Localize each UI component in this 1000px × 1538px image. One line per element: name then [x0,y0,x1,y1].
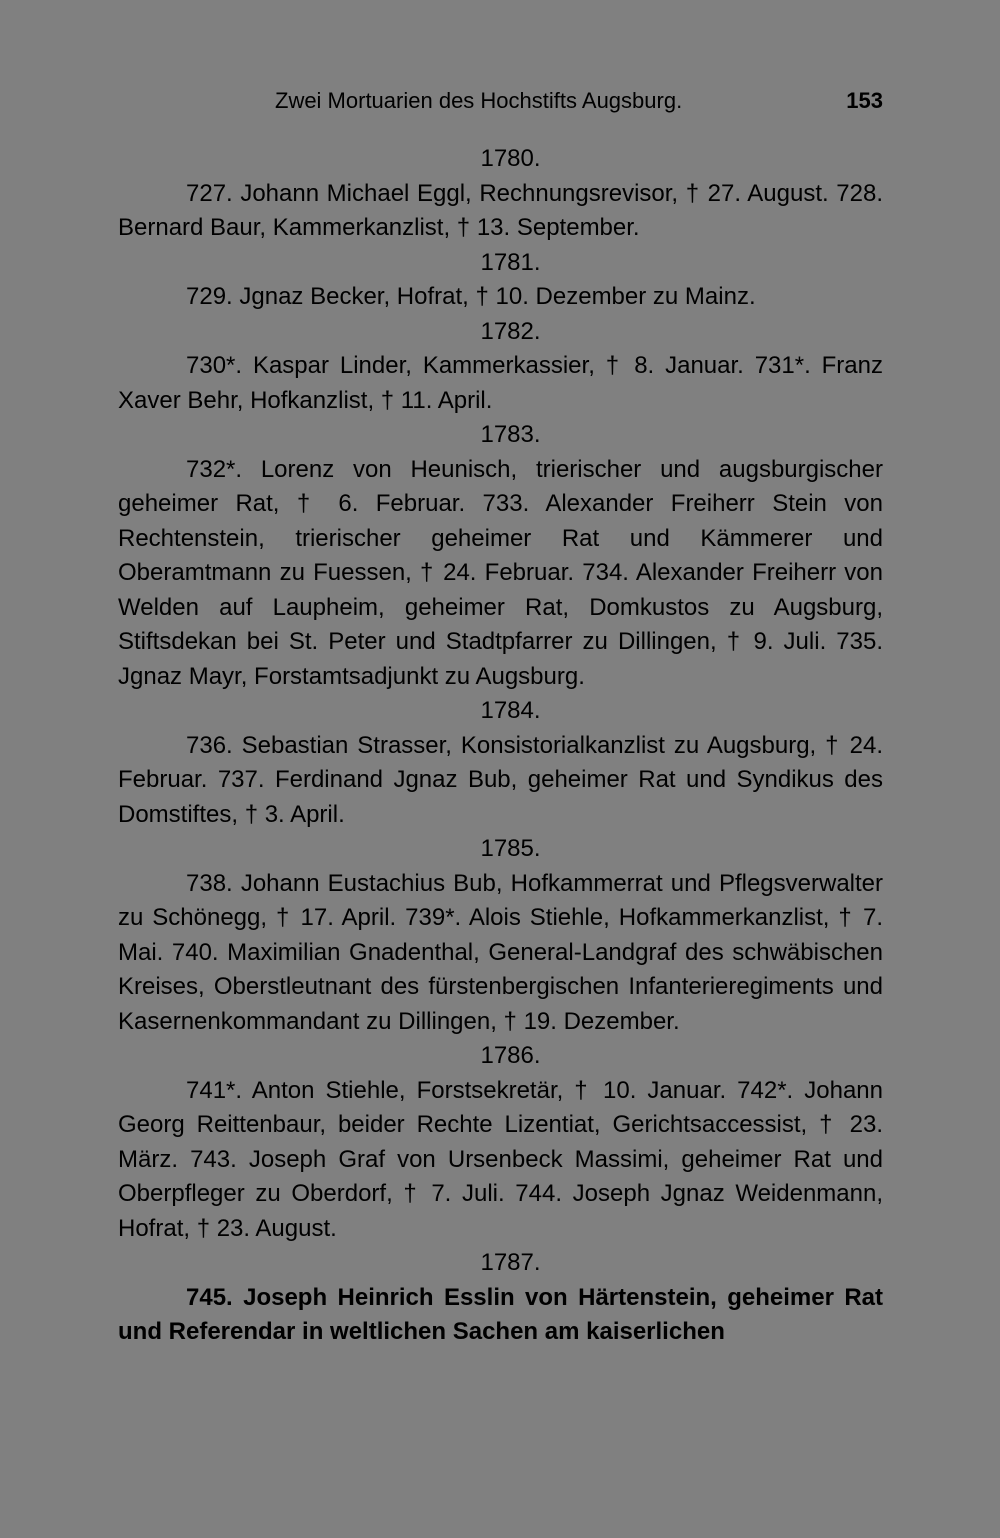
running-title: Zwei Mortuarien des Hochstifts Augsburg. [275,88,683,113]
obituary-entry: 730*. Kaspar Linder, Kammerkassier, † 8. Januar. 731*. Franz Xaver Behr, Hofkanzlist, † 11. April. [118,352,883,414]
obituary-entry: 729. Jgnaz Becker, Hofrat, † 10. Dezember zu Mainz. [186,283,756,310]
obituary-entry: 738. Johann Eustachius Bub, Hofkammerrat und Pflegsverwalter zu Schönegg, † 17. April. 739*. Alois Stiehle, Hofkammerkanzlist, † 7. Mai. 740. Maximilian Gnadenthal, General-Landgraf des schwäbischen Kreises, Oberstleutnant des fürstenbergischen Infanterieregiments und Kasernenkommandant zu Dillingen, † 19. Dezember. [118,869,883,1035]
page-number: 153 [846,88,883,113]
year-heading: 1786. [480,1042,541,1069]
year-heading: 1783. [480,421,541,448]
obituary-entry: 741*. Anton Stiehle, Forstsekretär, † 10. Januar. 742*. Johann Georg Reittenbaur, beider Rechte Lizentiat, Gerichtsaccessist, † 23. März. 743. Joseph Graf von Ursenbeck Massimi, geheimer Rat und Oberpfleger zu Oberdorf, † 7. Juli. 744. Joseph Jgnaz Weidenmann, Hofrat, † 23. August. [118,1076,883,1242]
year-heading: 1780. [480,145,541,172]
year-heading: 1781. [480,248,541,276]
year-heading: 1784. [480,697,541,724]
year-heading: 1785. [480,835,541,862]
obituary-entry: 732*. Lorenz von Heunisch, trierischer und augsburgischer geheimer Rat, † 6. Februar. 733. Alexander Freiherr Stein von Rechtenstein, trierischer geheimer Rat und Kämmerer und Oberamtmann zu Fuessen, † 24. Februar. 734. Alexander Freiherr von Welden auf Laupheim, geheimer Rat, Domkustos zu Augsburg, Stiftsdekan bei St. Peter und Stadtpfarrer zu Dillingen, † 9. Juli. 735. Jgnaz Mayr, Forstamtsadjunkt zu Augsburg. [118,455,883,690]
obituary-entry: 736. Sebastian Strasser, Konsistorialkanzlist zu Augsburg, † 24. Februar. 737. Ferdinand Jgnaz Bub, geheimer Rat und Syndikus des Domstiftes, † 3. April. [118,731,883,828]
obituary-entry: 745. Joseph Heinrich Esslin von Härtenstein, geheimer Rat und Referendar in weltlichen Sachen am kaiserlichen [118,1283,883,1345]
year-heading: 1782. [480,317,541,345]
page-header [118,88,883,118]
page-body [118,142,883,1350]
obituary-entry: 727. Johann Michael Eggl, Rechnungsrevisor, † 27. August. 728. Bernard Baur, Kammerkanzlist, † 13. September. [118,179,883,241]
year-heading: 1787. [480,1249,541,1276]
